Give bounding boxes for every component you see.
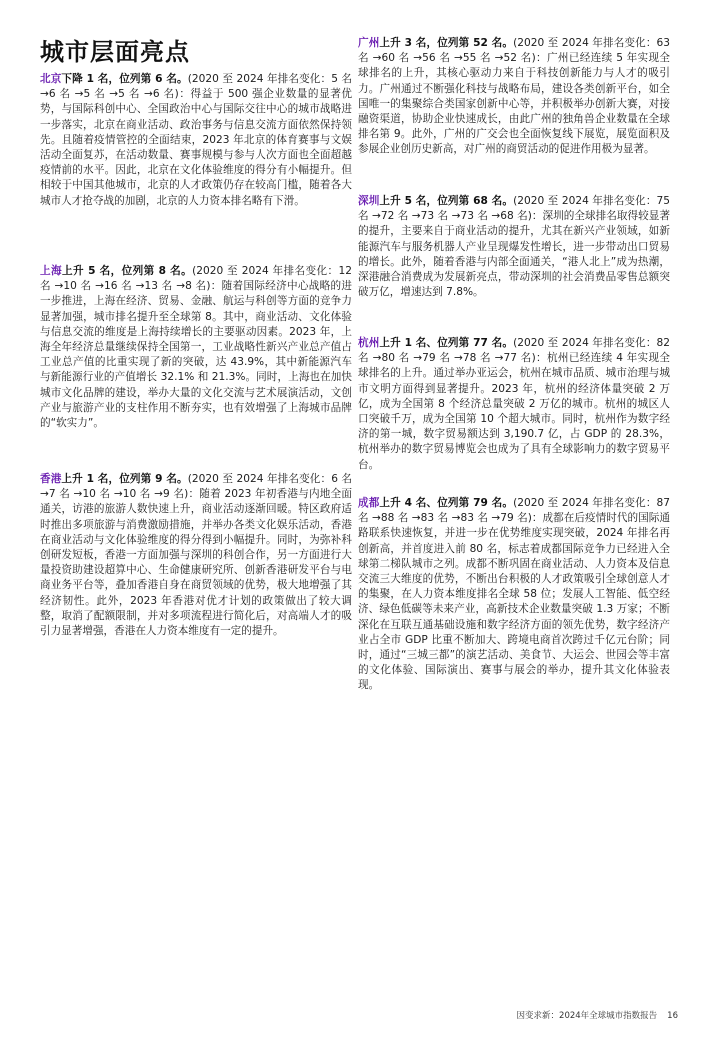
city-name: 深圳 [358,195,380,207]
section-body: (2020 至 2024 年排名变化：87 名 →88 名 →83 名 →83 名 →79 名)：成都在后疫情时代的国际通路联系快速恢复，并进一步在优势维度实现突破，2024 年排名再创新高，并首度进入前 80 名，标志着成都国际竞争力已经进入全球第二梯队城市之列。成都不断巩固在商业活动、人力资本及信息交流三大维度的优势，不断出台积极的人才政策吸引全球创意人才的集聚，在人力资本维度排名全球 58 位；发展人工智能、低空经济、绿色低碳等未来产业，高新技术企业数量突破 1.3 万家；不断深化在互联互通基础设施和数字经济方面的领先优势，数字经济产业占全市 GDP 比重不断加大、跨境电商首次跨过千亿元台阶；同时，通过“三城三都”的演艺活动、美食节、大运会、世园会等丰富的文化体验、国际演出、赛事与展会的举办，提升其文化体验表现。 [358,497,671,692]
city-name: 上海 [40,265,63,277]
section-body: (2020 至 2024 年排名变化：6 名 →7 名 →10 名 →10 名 →9 名)：随着 2023 年初香港与内地全面通关，访港的旅游人数快速上升，商业活动逐渐回暖。特区政府适时推出多项旅游与消费激励措施，并举办各类文化娱乐活动，香港在商业活动与文化体验维度的得分得到小幅提升。同时，为弥补科创研发短板，香港一方面加强与深圳的科创合作，另一方面进行大量投资助建设超算中心、生命健康研究所、创新香港研发平台与电商业务平台等，叠加香港自身在商贸领域的优势，极大地增强了其经济韧性。此外，2023 年香港对优才计划的政策做出了较大调整，取消了配额限制，并对多项流程进行简化后，对高端人才的吸引力显著增强，香港在人力资本维度有一定的提升。 [40,473,353,638]
section-shanghai [40,264,352,431]
section-shenzhen [358,194,670,300]
report-title: 因变求新：2024年全球城市指数报告 [516,1011,658,1021]
rank-headline: 上升 1 名、位列第 77 名。 [379,337,514,349]
section-body: (2020 至 2024 年排名变化：5 名 →6 名 →5 名 →5 名 →6 名)：得益于 500 强企业数量的显著优势，与国际科创中心、全国政治中心与国际交往中心的城市战略进一步落实，北京在商业活动、政治事务与信息交流方面依然保持领先。且随着疫情管控的全面结束，2023 年北京的体育赛事与文娱活动全面复苏，在活动数量、赛事规模与参与人次方面也全面超越疫情前的水平。因此，北京在文化体验维度的得分有小幅提升。但相较于中国其他城市，北京的人才政策仍存在较高门槛，随着各大城市人才抢夺战的加剧，北京的人力资本排名略有下滑。 [40,73,353,207]
rank-headline: 上升 3 名，位列第 52 名。 [379,37,514,49]
section-guangzhou [358,36,670,158]
page-number: 16 [667,1011,678,1021]
page-title: 城市层面亮点 [40,38,190,66]
page-footer [517,1009,678,1021]
rank-headline: 上升 4 名、位列第 79 名。 [379,497,514,509]
rank-headline: 上升 1 名，位列第 9 名。 [61,473,188,485]
section-body: (2020 至 2024 年排名变化：82 名 →80 名 →79 名 →78 名 →77 名)：杭州已经连续 4 年实现全球排名的上升。通过举办亚运会，杭州在城市品质、城市治理与城市文明方面得到显著提升。2023 年，杭州的经济体量突破 2 万亿，成为全国第 8 个经济总量突破 2 万亿的城市。杭州的城区人口突破千万，成为全国第 10 个超大城市。同时，杭州作为数字经济的第一城，数字贸易额达到 3,190.7 亿，占 GDP 的 28.3%，杭州举办的数字贸易博览会也成为了具有全球影响力的数字贸易平台。 [358,337,671,471]
section-body: (2020 至 2024 年排名变化：75 名 →72 名 →73 名 →73 名 →68 名)：深圳的全球排名取得较显著的提升，主要来自于商业活动的提升，尤其在新兴产业领域，如新能源汽车与服务机器人产业呈现爆发性增长，进一步带动出口贸易的增长。此外，随着香港与内部全面通关，“港人北上”成为热潮，深港融合消费成为发展新亮点，带动深圳的社会消费品零售总额突破万亿，增速达到 7.8%。 [358,195,671,299]
city-name: 杭州 [358,337,380,349]
section-body: (2020 至 2024 年排名变化：63 名 →60 名 →56 名 →55 名 →52 名)：广州已经连续 5 年实现全球排名的上升，其核心驱动力来自于科技创新能力与人才的吸引力。广州通过不断强化科技与战略布局，建设各类创新平台，如全国唯一的集聚综合类国家创新中心等，并积极举办创新大赛，对接融资渠道，协助企业快速成长，由此广州的独角兽企业数量在全球排名第 9。此外，广州的广交会也全面恢复线下展览，展览面积及参展企业创历史新高，对广州的商贸活动的促进作用极为显著。 [358,37,671,156]
section-chengdu [358,496,670,694]
rank-headline: 下降 1 名，位列第 6 名。 [61,73,188,85]
section-beijing [40,72,352,209]
city-name: 广州 [358,37,380,49]
rank-headline: 上升 5 名，位列第 68 名。 [379,195,514,207]
rank-headline: 上升 5 名，位列第 8 名。 [62,265,193,277]
section-body: (2020 至 2024 年排名变化：12 名 →10 名 →16 名 →13 名 →8 名)：随着国际经济中心战略的进一步推进，上海在经济、贸易、金融、航运与科创等方面的竞争力显著加强，城市排名提升至全球第 8。其中，商业活动、文化体验与信息交流的维度是上海持续增长的主要驱动因素。2023 年，上海全年经济总量继续保持全国第一，工业战略性新兴产业总产值占工业总产值的比重实现了新的突破，达 43.9%，其中新能源汽车与新能源行业的产值增长 32.1% 和 21.3%。同时，上海也在加快城市文化品牌的建设，举办大量的文化交流与艺术展演活动，文创产业与旅游产业的支柱作用不断夯实，也有效增强了上海城市品牌的“软实力”。 [40,265,353,430]
city-name: 成都 [358,497,380,509]
section-hangzhou [358,336,670,473]
city-name: 香港 [40,473,62,485]
section-hongkong [40,472,352,639]
city-name: 北京 [40,73,62,85]
